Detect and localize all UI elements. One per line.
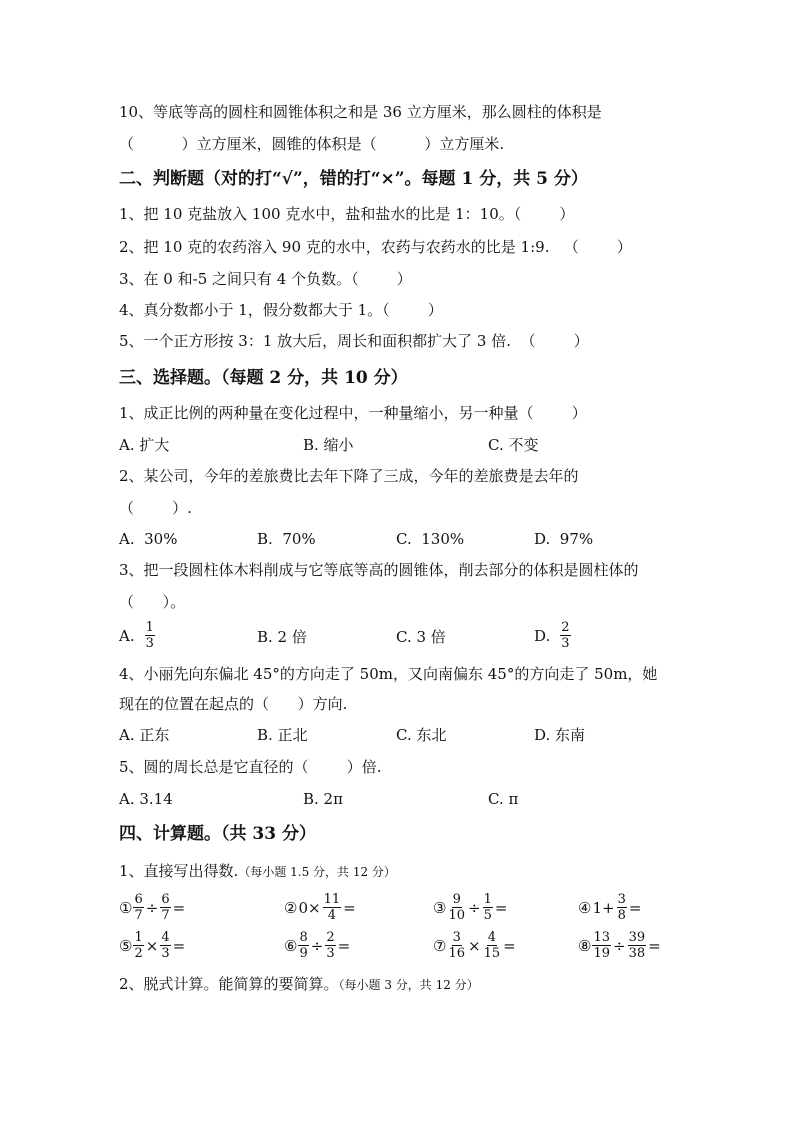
choice-q1-stem: 1、成正比例的两种量在变化过程中，一种量缩小，另一种量（ ） <box>119 404 587 422</box>
numerator: 2 <box>326 930 335 945</box>
numerator: 39 <box>628 930 646 945</box>
fraction <box>133 930 143 961</box>
option-letter: A. <box>119 626 135 645</box>
calc-prefix: 0× <box>298 898 321 917</box>
choice-q3-stem-line2: （ ）。 <box>119 593 186 611</box>
denominator: 19 <box>593 946 610 961</box>
fraction <box>160 930 170 961</box>
denominator: 10 <box>448 908 465 923</box>
numerator: 3 <box>452 930 461 945</box>
section3-heading: 三、选择题。（每题 2 分，共 10 分） <box>119 368 408 388</box>
choice-q5-option-a: A. 3.14 <box>119 790 173 808</box>
calc-item <box>433 892 508 923</box>
option-letter: D. <box>534 626 551 645</box>
fraction <box>483 892 493 923</box>
denominator: 15 <box>483 946 501 961</box>
denominator: 3 <box>561 636 570 651</box>
numerator: 1 <box>134 930 143 945</box>
choice-q1-option-c: C. 不变 <box>488 436 539 454</box>
choice-q3-option-d <box>534 620 572 651</box>
denominator: 38 <box>628 946 646 961</box>
choice-q5-option-c: C. π <box>488 790 519 808</box>
judge-item-3: 3、在 0 和-5 之间只有 4 个负数。（ ） <box>119 270 412 288</box>
calc-part2-text: 2、脱式计算。能简算的要简算。 <box>119 975 339 993</box>
fraction <box>325 930 335 961</box>
equals-sign: = <box>648 936 661 955</box>
choice-q2-option-d: D. 97% <box>534 530 594 548</box>
numerator: 13 <box>593 930 610 945</box>
fraction <box>145 620 155 651</box>
fraction <box>617 892 627 923</box>
fraction <box>298 930 308 961</box>
denominator: 3 <box>326 946 335 961</box>
calc-number-mark: ① <box>119 898 133 917</box>
fraction <box>483 930 502 961</box>
fraction <box>133 892 143 923</box>
choice-q4-stem-line1: 4、小丽先向东偏北 45°的方向走了 50m，又向南偏东 45°的方向走了 50m，她 <box>119 665 658 683</box>
denominator: 5 <box>483 908 492 923</box>
numerator: 4 <box>161 930 170 945</box>
numerator: 9 <box>452 892 461 907</box>
calc-operator: ÷ <box>613 936 626 955</box>
numerator: 1 <box>483 892 492 907</box>
q10-line2: （ ）立方厘米，圆锥的体积是（ ）立方厘米. <box>119 135 505 153</box>
choice-q4-stem-line2: 现在的位置在起点的（ ）方向. <box>119 695 348 713</box>
denominator: 16 <box>448 946 465 961</box>
choice-q3-option-c: C. 3 倍 <box>396 628 446 646</box>
choice-q4-option-c: C. 东北 <box>396 726 447 744</box>
calc-item <box>433 930 517 961</box>
choice-q2-option-b: B. 70% <box>257 530 316 548</box>
choice-q4-option-a: A. 正东 <box>119 726 170 744</box>
choice-q4-option-d: D. 东南 <box>534 726 586 744</box>
fraction <box>447 892 466 923</box>
calc-number-mark: ② <box>284 898 298 917</box>
judge-item-5: 5、一个正方形按 3：1 放大后，周长和面积都扩大了 3 倍. （ ） <box>119 332 589 350</box>
equals-sign: = <box>172 898 186 917</box>
numerator: 2 <box>561 620 570 635</box>
calc-number-mark: ⑥ <box>284 936 298 955</box>
calc-item <box>119 930 186 961</box>
equals-sign: = <box>337 936 351 955</box>
choice-q2-stem-line2: （ ）. <box>119 499 192 517</box>
calc-part1-title <box>119 861 396 882</box>
calc-number-mark: ③ <box>433 898 447 917</box>
fraction <box>560 620 570 651</box>
denominator: 2 <box>134 946 143 961</box>
calc-item <box>578 892 642 923</box>
q10-line1: 10、等底等高的圆柱和圆锥体积之和是 36 立方厘米，那么圆柱的体积是 <box>119 103 602 121</box>
denominator: 7 <box>161 908 170 923</box>
calc-prefix: 1+ <box>592 898 615 917</box>
calc-item <box>578 930 662 961</box>
denominator: 7 <box>134 908 143 923</box>
calc-operator: × <box>468 936 481 955</box>
fraction <box>160 892 170 923</box>
calc-operator: ÷ <box>468 898 481 917</box>
choice-q2-stem-line1: 2、某公司，今年的差旅费比去年下降了三成，今年的差旅费是去年的 <box>119 467 579 485</box>
numerator: 6 <box>161 892 170 907</box>
calc-item <box>284 892 357 923</box>
denominator: 4 <box>327 908 336 923</box>
fraction <box>323 892 342 923</box>
fraction <box>628 930 647 961</box>
denominator: 9 <box>299 946 308 961</box>
numerator: 4 <box>487 930 496 945</box>
equals-sign: = <box>494 898 508 917</box>
calc-operator: ÷ <box>310 936 324 955</box>
choice-q1-option-b: B. 缩小 <box>303 436 354 454</box>
calc-number-mark: ⑧ <box>578 936 592 955</box>
calc-operator: ÷ <box>145 898 159 917</box>
numerator: 11 <box>323 892 341 907</box>
calc-number-mark: ⑤ <box>119 936 133 955</box>
calc-operator: × <box>145 936 159 955</box>
calc-item <box>119 892 186 923</box>
choice-q1-option-a: A. 扩大 <box>119 436 170 454</box>
equals-sign: = <box>172 936 186 955</box>
equals-sign: = <box>503 936 516 955</box>
calc-item <box>284 930 351 961</box>
choice-q5-option-b: B. 2π <box>303 790 343 808</box>
section4-heading: 四、计算题。（共 33 分） <box>119 824 316 844</box>
calc-part2-note: （每小题 3 分，共 12 分） <box>338 978 479 992</box>
judge-item-4: 4、真分数都小于 1，假分数都大于 1。（ ） <box>119 301 443 319</box>
choice-q2-option-a: A. 30% <box>119 530 178 548</box>
equals-sign: = <box>628 898 642 917</box>
calc-part1-text: 1、直接写出得数. <box>119 862 239 880</box>
choice-q3-option-a <box>119 620 156 651</box>
choice-q3-option-b: B. 2 倍 <box>257 628 307 646</box>
numerator: 8 <box>299 930 308 945</box>
choice-q3-stem-line1: 3、把一段圆柱体木料削成与它等底等高的圆锥体，削去部分的体积是圆柱体的 <box>119 561 639 579</box>
fraction <box>447 930 466 961</box>
calc-number-mark: ⑦ <box>433 936 447 955</box>
denominator: 3 <box>161 946 170 961</box>
choice-q5-stem: 5、圆的周长总是它直径的（ ）倍. <box>119 758 382 776</box>
calc-part2-title <box>119 974 479 995</box>
calc-number-mark: ④ <box>578 898 592 917</box>
choice-q4-option-b: B. 正北 <box>257 726 308 744</box>
equals-sign: = <box>343 898 356 917</box>
fraction <box>592 930 611 961</box>
judge-item-1: 1、把 10 克盐放入 100 克水中，盐和盐水的比是 1：10。（ ） <box>119 205 575 223</box>
numerator: 1 <box>145 620 154 635</box>
judge-item-2: 2、把 10 克的农药溶入 90 克的水中，农药与农药水的比是 1:9. （ ） <box>119 238 632 256</box>
choice-q2-option-c: C. 130% <box>396 530 465 548</box>
numerator: 6 <box>134 892 143 907</box>
calc-part1-note: （每小题 1.5 分，共 12 分） <box>238 865 396 879</box>
numerator: 3 <box>617 892 626 907</box>
section2-heading: 二、判断题（对的打“√”，错的打“×”。每题 1 分，共 5 分） <box>119 169 588 189</box>
denominator: 8 <box>617 908 626 923</box>
denominator: 3 <box>145 636 154 651</box>
